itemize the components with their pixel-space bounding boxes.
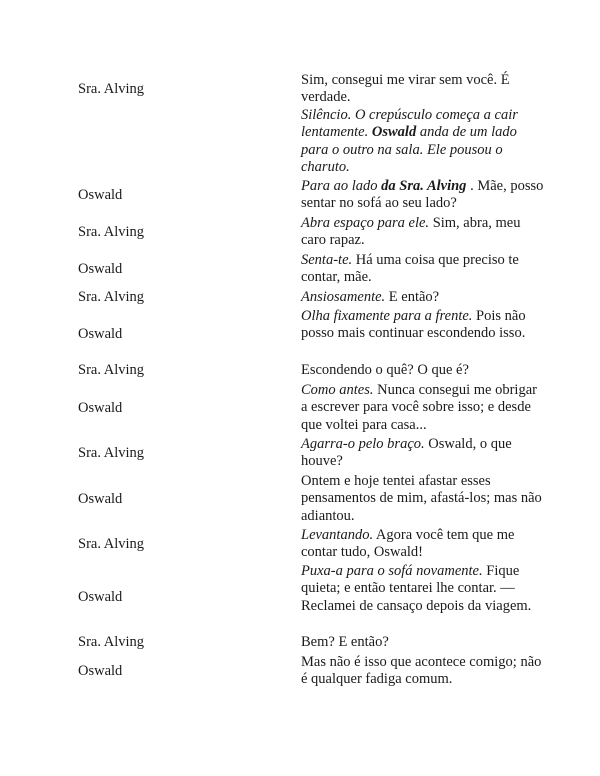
speaker-name: Sra. Alving <box>78 81 145 97</box>
dialogue-segment: Agora você tem que me contar tudo, Oswald! <box>301 527 515 561</box>
dialogue-segment: Nunca consegui me obrigar a escrever para você sobre isso; e desde que voltei para casa... <box>301 382 537 433</box>
dialogue-text <box>301 634 546 651</box>
speaker-name: Oswald <box>78 589 123 605</box>
stage-direction-segment: Agarra-o pelo braço. <box>301 436 425 452</box>
speaker-name: Sra. Alving <box>78 289 145 305</box>
stage-direction-segment: Levantando. <box>301 527 374 543</box>
speaker-name: Sra. Alving <box>78 362 145 378</box>
stage-direction-segment: Silêncio. O crepúsculo começa a cair lentamente. <box>301 107 518 141</box>
dialogue-text <box>301 563 546 615</box>
speaker-name: Sra. Alving <box>78 634 145 650</box>
dialogue-segment: Bem? E então? <box>301 634 389 650</box>
dialogue-text <box>301 382 546 434</box>
dialogue-text <box>301 436 546 471</box>
dialogue-text <box>301 308 546 343</box>
dialogue-segment: Sim, abra, meu caro rapaz. <box>301 215 521 249</box>
stage-direction-segment: Puxa-a para o sofá novamente. <box>301 563 483 579</box>
dialogue-text <box>301 527 546 562</box>
character-name-emphasis: Oswald <box>371 124 417 141</box>
dialogue-text <box>301 473 546 525</box>
dialogue-text <box>301 178 546 213</box>
dialogue-segment: Mas não é isso que acontece comigo; não é qualquer fadiga comum. <box>301 654 542 688</box>
speaker-name: Oswald <box>78 491 123 507</box>
dialogue-segment: Oswald, o que houve? <box>301 436 512 470</box>
dialogue-segment: Ontem e hoje tentei afastar esses pensamentos de mim, afastá-los; mas não adiantou. <box>301 473 542 524</box>
stage-direction-segment: Para ao lado <box>301 178 382 194</box>
dialogue-segment: Escondendo o quê? O que é? <box>301 362 469 378</box>
dialogue-text <box>301 252 546 287</box>
speaker-name: Sra. Alving <box>78 445 145 461</box>
speaker-name: Oswald <box>78 261 123 277</box>
dialogue-text <box>301 289 546 306</box>
stage-direction-text <box>301 107 546 177</box>
stage-direction-segment: Abra espaço para ele. <box>301 215 430 231</box>
dialogue-text <box>301 654 546 689</box>
dialogue-segment: E então? <box>385 289 440 305</box>
speaker-name: Sra. Alving <box>78 536 145 552</box>
dialogue-text <box>301 215 546 250</box>
stage-direction-segment: Olha fixamente para a frente. <box>301 308 473 324</box>
speaker-name: Oswald <box>78 187 123 203</box>
stage-direction-segment: Senta-te. <box>301 252 353 268</box>
dialogue-text <box>301 72 546 107</box>
dialogue-segment: . Mãe, posso sentar no sofá ao seu lado? <box>301 178 544 212</box>
character-name-emphasis: da Sra. Alving <box>381 178 467 194</box>
speaker-name: Oswald <box>78 400 123 416</box>
dialogue-segment: Há uma coisa que preciso te contar, mãe. <box>301 252 519 286</box>
speaker-name: Sra. Alving <box>78 224 145 240</box>
speaker-name: Oswald <box>78 326 123 342</box>
stage-direction-segment: Ansiosamente. <box>301 289 386 305</box>
dialogue-segment: Sim, consegui me virar sem você. É verdade. <box>301 72 510 106</box>
stage-direction-segment: Como antes. <box>301 382 374 398</box>
dialogue-text <box>301 362 546 379</box>
dialogue-segment: Fique quieta; e então tentarei lhe contar. — Reclamei de cansaço depois da viagem. <box>301 563 532 614</box>
speaker-name: Oswald <box>78 663 123 679</box>
stage-direction-segment: anda de um lado para o outro na sala. Ele pousou o charuto. <box>301 124 517 176</box>
dialogue-segment: Pois não posso mais continuar escondendo isso. <box>301 308 526 342</box>
